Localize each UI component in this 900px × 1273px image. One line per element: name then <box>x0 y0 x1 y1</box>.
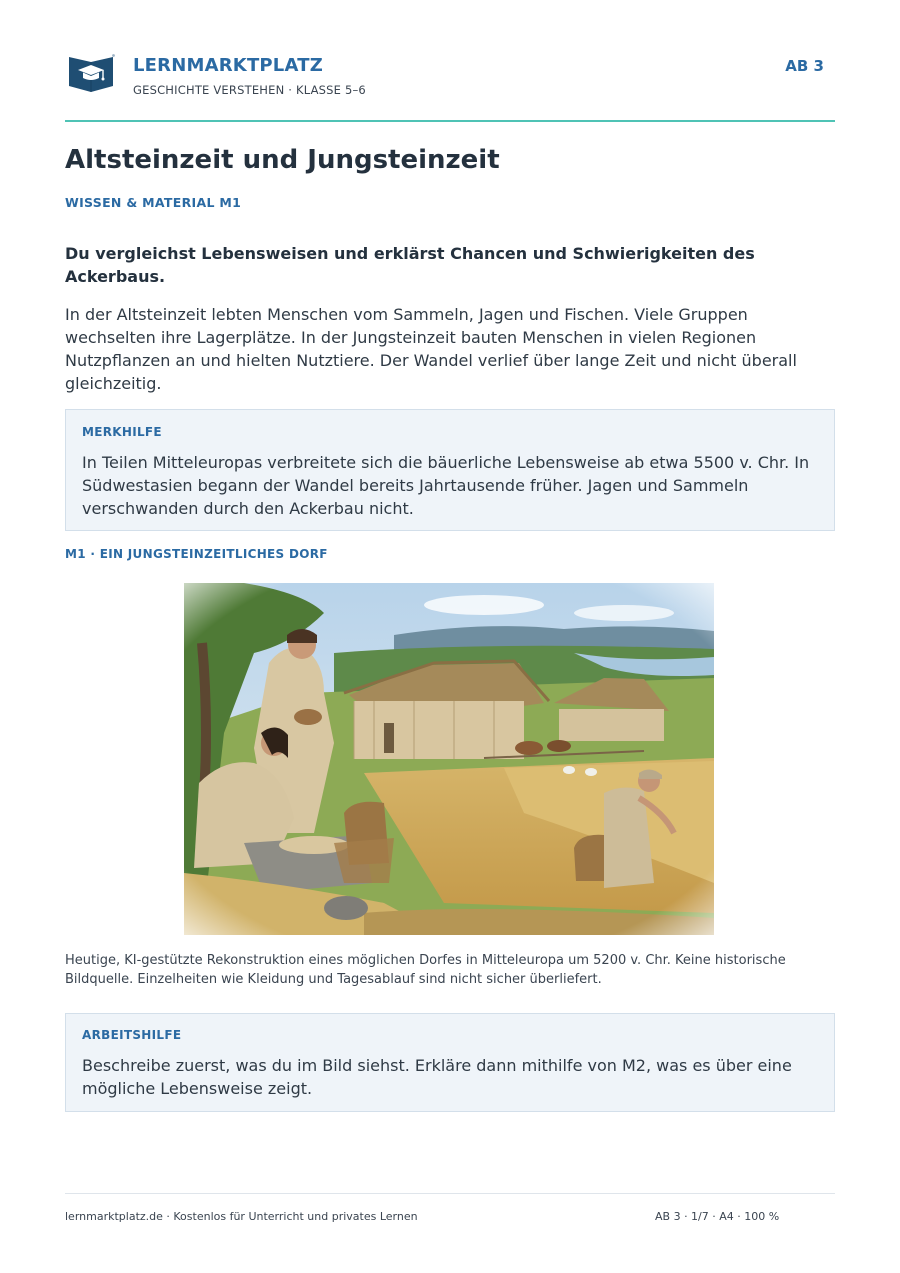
brand-subtitle: GESCHICHTE VERSTEHEN · KLASSE 5–6 <box>133 83 366 97</box>
arbeitshilfe-box <box>65 1013 835 1112</box>
graduation-cap-book-icon <box>67 53 115 93</box>
merkhilfe-box <box>65 409 835 531</box>
image-caption: Heutige, KI-gestützte Rekonstruktion eines möglichen Dorfes in Mitteleuropa um 5200 v. Chr. Keine historische Bildquelle. Einzelheiten wie Kleidung und Tagesablauf sind nicht sicher überliefert. <box>65 953 786 987</box>
footer-page-info: AB 3 · 1/7 · A4 · 100 % <box>655 1210 780 1223</box>
neolithic-village-illustration <box>184 583 714 935</box>
page-title: Altsteinzeit und Jungsteinzeit <box>65 145 500 175</box>
merkhilfe-label: MERKHILFE <box>82 425 162 439</box>
page-header <box>65 50 835 100</box>
brand-name: LERNMARKTPLATZ <box>133 55 323 76</box>
learning-goal: Du vergleichst Lebensweisen und erklärst Chancen und Schwierigkeiten des Ackerbaus. <box>65 244 755 286</box>
header-divider <box>65 120 835 122</box>
material-label: M1 · EIN JUNGSTEINZEITLICHES DORF <box>65 547 328 561</box>
section-kicker: WISSEN & MATERIAL M1 <box>65 195 242 210</box>
merkhilfe-text: In Teilen Mitteleuropas verbreitete sich die bäuerliche Lebensweise ab etwa 5500 v. Chr. In Südwestasien begann der Wandel bereits Jahrtausende früher. Jagen und Sammeln verschwanden durch den Ackerbau nicht. <box>82 453 810 518</box>
intro-paragraph: In der Altsteinzeit lebten Menschen vom Sammeln, Jagen und Fischen. Viele Gruppen wechselten ihre Lagerplätze. In der Jungsteinzeit bauten Menschen in vielen Regionen Nutzpflanzen an und hielten Nutztiere. Der Wandel verlief über lange Zeit und nicht überall gleichzeitig. <box>65 305 797 393</box>
arbeitshilfe-label: ARBEITSHILFE <box>82 1028 182 1042</box>
footer-divider <box>65 1193 835 1194</box>
arbeitshilfe-text: Beschreibe zuerst, was du im Bild siehst. Erkläre dann mithilfe von M2, was es über eine mögliche Lebensweise zeigt. <box>82 1056 792 1098</box>
footer-source: lernmarktplatz.de · Kostenlos für Unterricht und privates Lernen <box>65 1210 418 1223</box>
sheet-id: AB 3 <box>785 57 824 75</box>
